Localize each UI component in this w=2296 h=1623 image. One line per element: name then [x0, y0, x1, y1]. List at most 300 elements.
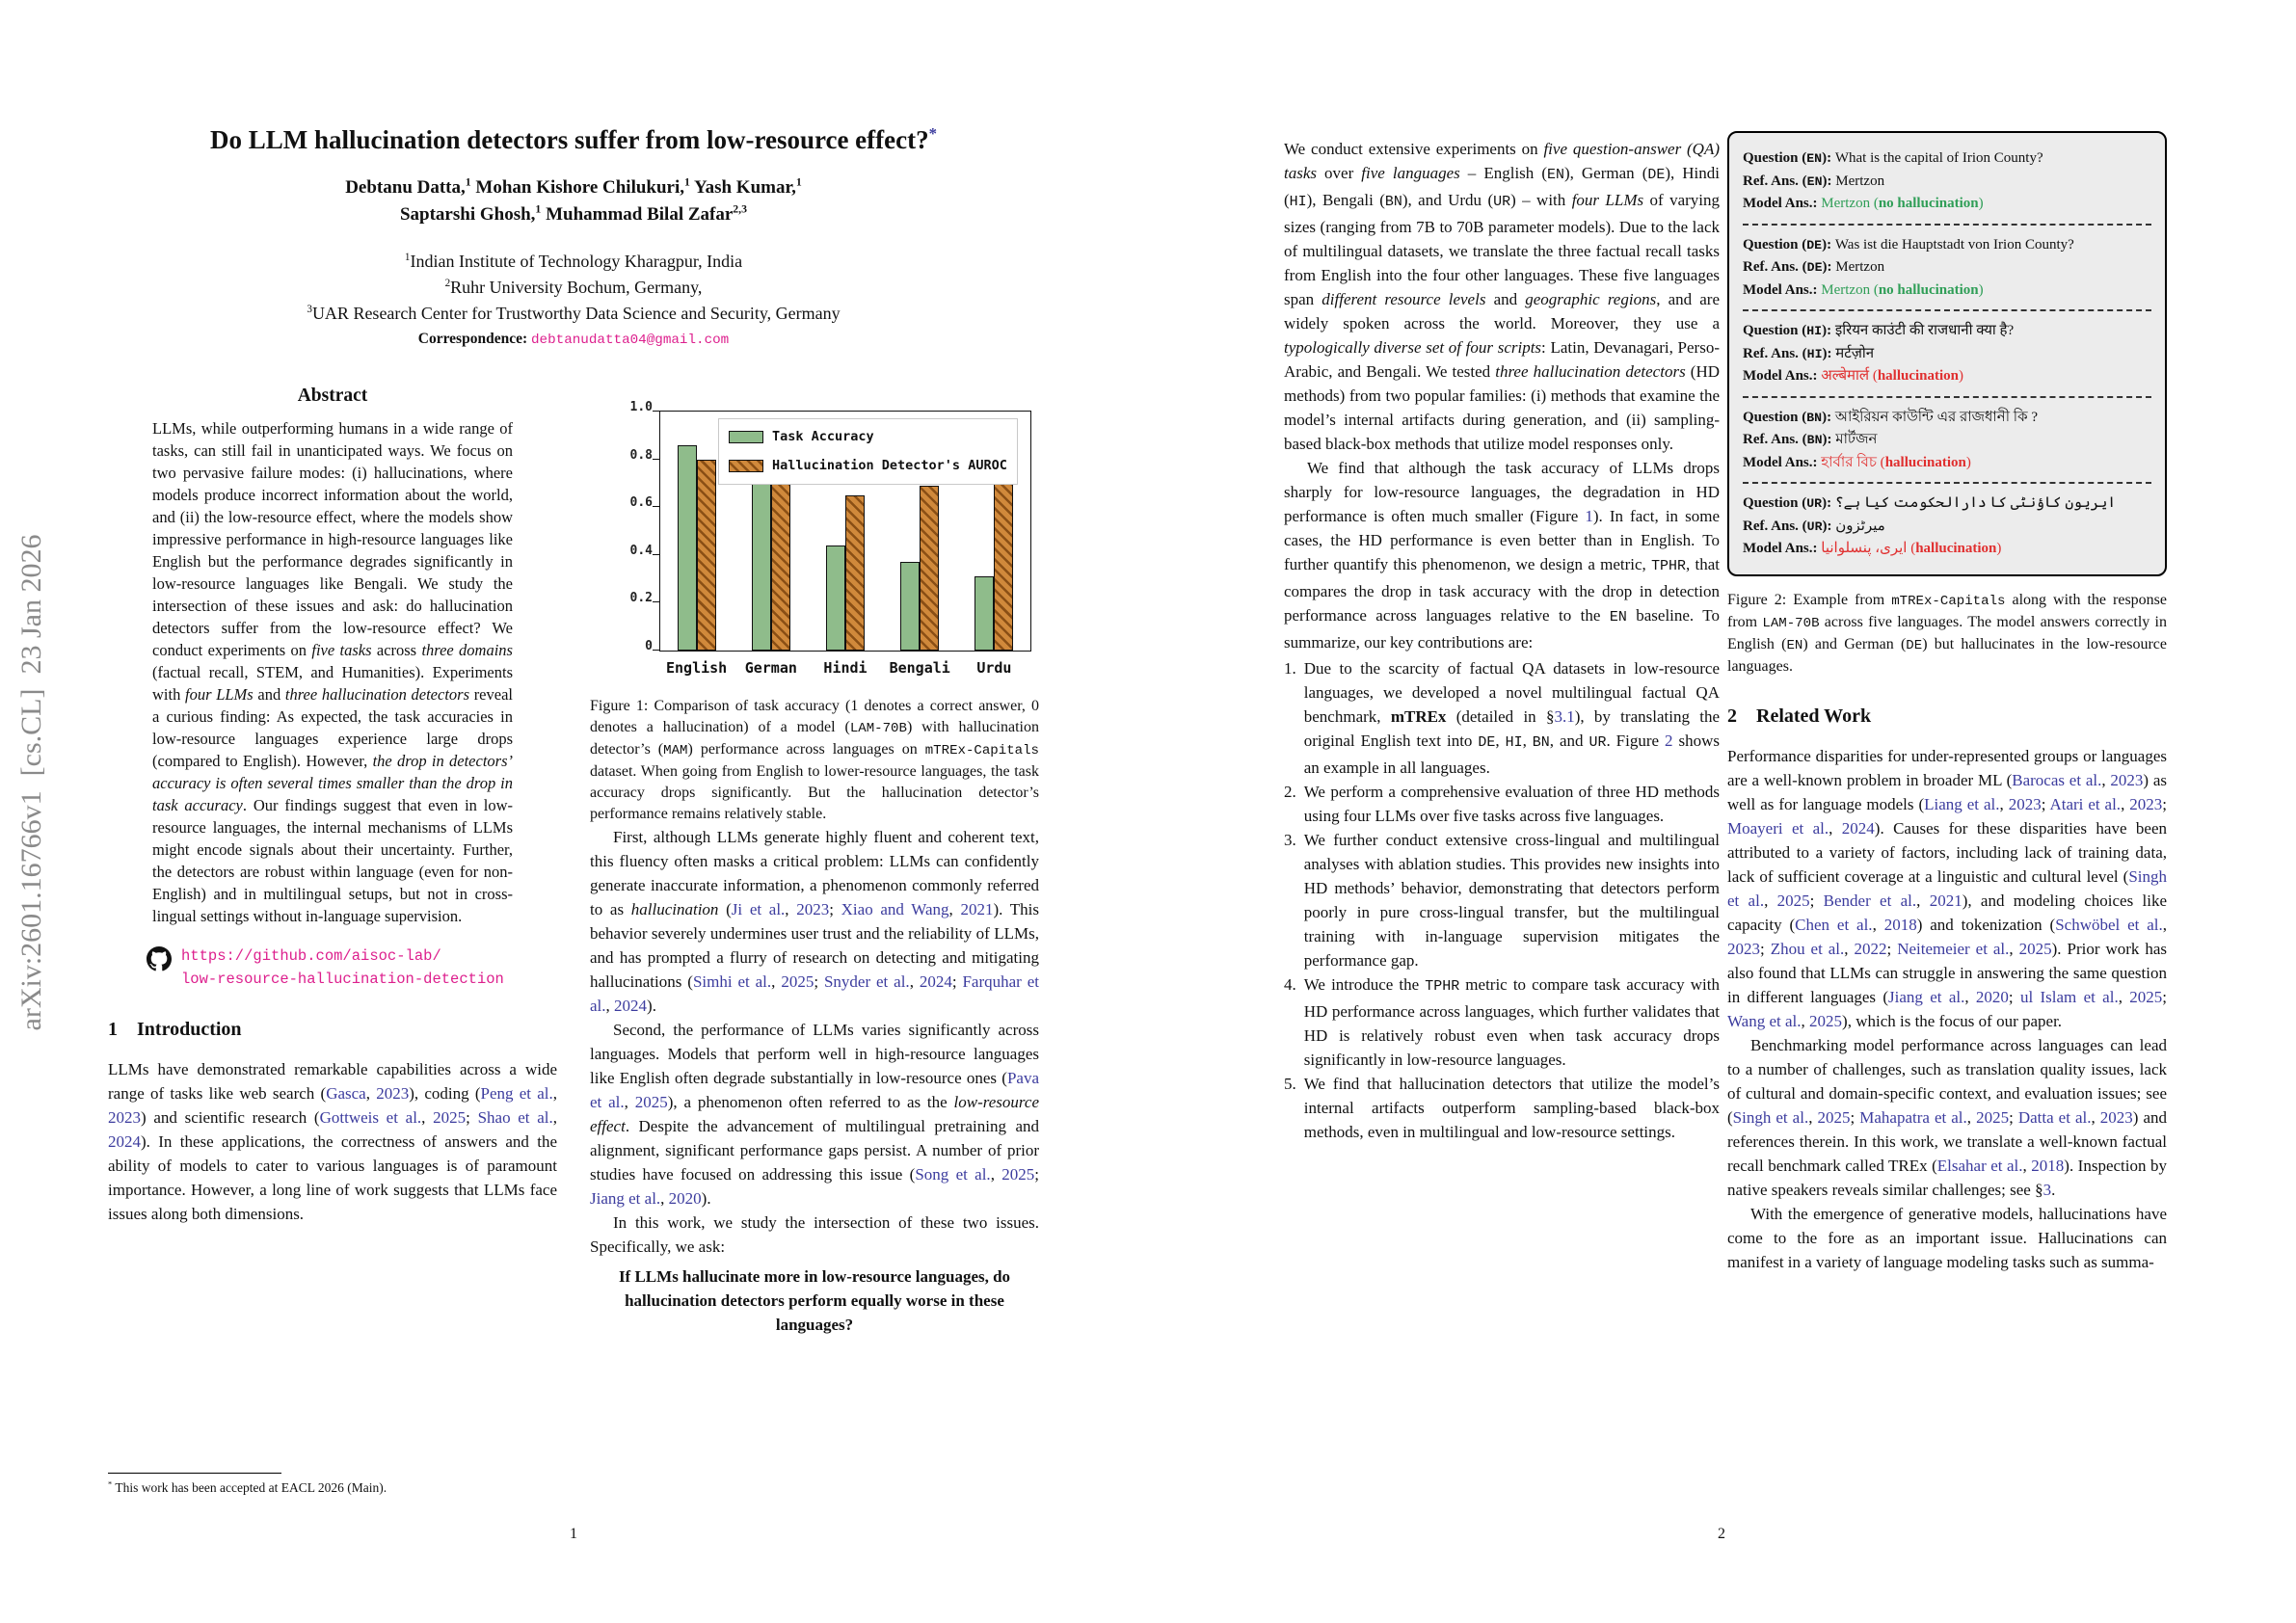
text-segment: , [948, 900, 961, 918]
text-segment: ). [701, 1189, 711, 1208]
citation-link[interactable]: Simhi et al. [692, 972, 772, 991]
text-segment: 3 [307, 304, 312, 315]
text-segment: TPHR [1651, 559, 1686, 574]
text-segment: Model Ans.: [1743, 541, 1822, 556]
citation-link[interactable]: Zhou et al. [1770, 939, 1845, 958]
text-segment: ; [2008, 987, 2020, 1006]
citation-link[interactable]: Bender et al. [1823, 891, 1917, 910]
text-segment: LLMs have demonstrated remarkable capabilities across a wide range of tasks like web search ( [108, 1060, 557, 1103]
citation-link[interactable]: Song et al. [915, 1165, 991, 1184]
figure2-block-hi [1743, 311, 2151, 398]
text-segment: across five languages. The model answers correctly in English ( [1727, 613, 2168, 652]
text-segment: ): [1822, 173, 1836, 189]
text-segment: ) performance across languages on [687, 741, 925, 758]
text-segment: ) and German ( [1802, 635, 1907, 652]
text-segment: Yash Kumar, [689, 177, 796, 198]
text-segment: UR [1589, 735, 1607, 751]
text-segment: HI [1289, 195, 1307, 210]
text-segment: DE [1906, 637, 1923, 653]
correspondence-line [92, 331, 1055, 348]
contribution-item-4 [1284, 972, 1720, 1072]
citation-link[interactable]: 2025 [1776, 891, 1810, 910]
text-segment: ; [814, 972, 824, 991]
text-segment: Was ist die Hauptstadt von Irion County? [1834, 236, 2074, 253]
model-answer-line [1743, 538, 2151, 560]
text-segment: UR [1806, 496, 1823, 511]
citation-link[interactable]: Gasca [326, 1084, 366, 1103]
text-segment: , [2009, 939, 2019, 958]
text-segment: Mertzon ( [1821, 281, 1879, 298]
text-segment: ; [2162, 987, 2168, 1006]
text-segment: ), and Urdu ( [1402, 191, 1494, 209]
text-segment: ) – with [1510, 191, 1572, 209]
citation-link[interactable]: 2023 [2099, 1107, 2133, 1127]
citation-link[interactable]: Jiang et al. [590, 1189, 661, 1208]
text-segment: Question ( [1743, 495, 1807, 511]
citation-link[interactable]: Singh et al. [1732, 1107, 1809, 1127]
text-segment: ). Causes for these disparities have been attributed to a variety of factors, including lack of training data, lack of sufficient coverage at a linguistic and cultural level ( [1727, 818, 2167, 886]
y-tick-label: 1.0 [629, 400, 653, 414]
text-segment: BN [1532, 735, 1550, 751]
text-segment: EN [1806, 173, 1823, 189]
text-segment: typologically diverse set of four scripts [1284, 338, 1542, 357]
contribution-text [1304, 1072, 1720, 1144]
text-segment: , [552, 1108, 557, 1127]
citation-link[interactable]: 3.1 [1554, 707, 1575, 726]
question-line [1743, 407, 2151, 430]
citation-link[interactable]: 2021 [960, 900, 994, 918]
authors-line-2 [92, 204, 1055, 226]
text-segment: ایری، پنسلوانیا ( [1821, 541, 1916, 556]
text-segment: the drop in detectors’ accuracy is often several times smaller than the drop in task accuracy [152, 752, 513, 814]
citation-link[interactable]: 2025 [781, 972, 814, 991]
paragraph-ask [590, 1211, 1039, 1259]
citation-link[interactable]: ul Islam et al. [2019, 987, 2119, 1006]
text-segment: Ref. Ans. ( [1743, 432, 1807, 447]
text-segment: and [1485, 290, 1526, 308]
text-segment: , [1495, 732, 1506, 750]
contribution-number: 4. [1284, 975, 1296, 994]
text-segment: ), by translating the original English text into [1303, 707, 1720, 750]
text-segment: , [1808, 1107, 1818, 1127]
text-segment: different resource levels [1322, 290, 1486, 308]
text-segment: ): [1822, 495, 1835, 511]
text-segment: Mohan Kishore Chilukuri, [470, 177, 685, 198]
y-tick-mark [653, 554, 660, 555]
text-segment: , [771, 972, 782, 991]
citation-link[interactable]: 2025 [1817, 1107, 1851, 1127]
text-segment: মার্টজন [1835, 432, 1878, 447]
text-segment: , [2162, 915, 2167, 934]
contribution-number: 2. [1284, 783, 1296, 801]
section-label: Related Work [1756, 705, 1872, 727]
text-segment: . Despite the advancement of multilingual pretraining and alignment, significant performance gaps persist. A number of prior studies have focused on addressing this issue ( [590, 1117, 1039, 1184]
question-line [1743, 320, 2151, 343]
text-segment: LLMs, while outperforming humans in a wide range of tasks, can still fail in unanticipated ways. We focus on two pervasive failure modes: (i) hallucinations, where models produce incorrect information about the world, and (ii) the low-resource effect, where the models show impressive performance in high-resource languages like English but the performance degrades significantly in low-resource languages like Bengali. We study the intersection of these issues and ask: do hallucination detectors suffer from the low-resource effect? We conduct experiments on [152, 419, 513, 659]
citation-link[interactable]: Shao et al. [477, 1108, 553, 1127]
text-segment: ; [1886, 939, 1898, 958]
text-segment: Ref. Ans. ( [1743, 173, 1807, 189]
citation-link[interactable]: 2023 [2129, 794, 2163, 813]
text-segment: 1 [404, 252, 411, 263]
text-segment: 2,3 [733, 202, 748, 216]
citation-link[interactable]: 2025 [2018, 939, 2052, 958]
intro-paragraph-1 [108, 1057, 557, 1226]
text-segment: DE [1806, 237, 1823, 253]
text-segment: ). This behavior severely undermines user trust and the reliability of LLMs, and has prompted a flurry of research on detecting and mitigating hallucinations ( [590, 900, 1039, 991]
text-segment: Mertzon [1835, 259, 1885, 275]
text-segment: UR [1493, 195, 1511, 210]
text-segment: Indian Institute of Technology Kharagpur, India [410, 252, 743, 271]
citation-link[interactable]: Snyder et al. [823, 972, 910, 991]
citation-link[interactable]: 2025 [1001, 1165, 1035, 1184]
figure1-caption [590, 696, 1039, 825]
model-answer-line [1743, 365, 2151, 387]
text-segment: We conduct extensive experiments on [1284, 140, 1544, 158]
citation-link[interactable]: Barocas et al. [2012, 770, 2102, 789]
y-tick-label: 0.2 [629, 591, 653, 606]
citation-link[interactable]: Xiao and Wang [841, 900, 949, 918]
citation-link[interactable]: 2024 [919, 972, 952, 991]
abstract-body [152, 417, 513, 927]
text-segment: , [785, 900, 797, 918]
x-tick-label: German [744, 659, 797, 677]
citation-link[interactable]: 2 [1665, 732, 1673, 750]
citation-link[interactable]: Pava et al. [590, 1069, 1039, 1111]
text-segment: ) and scientific research ( [141, 1108, 320, 1127]
page2-column-1 [1284, 137, 1720, 1144]
text-segment: Do LLM hallucination detectors suffer from low-resource effect? [210, 125, 929, 154]
text-segment: ), German ( [1563, 164, 1648, 182]
text-segment: Mertzon ( [1821, 196, 1879, 211]
text-segment: ): [1822, 432, 1836, 447]
y-tick-label: 0.6 [629, 495, 653, 511]
citation-link[interactable]: 3 [2042, 1180, 2052, 1199]
citation-link[interactable]: Farquhar et al. [590, 972, 1040, 1015]
legend-swatch [729, 431, 763, 443]
text-segment: ) with hallucination detector’s ( [590, 719, 1039, 758]
citation-link[interactable]: 2020 [668, 1189, 702, 1208]
text-segment: , [2118, 987, 2130, 1006]
text-segment: मर्टज़ोन [1835, 345, 1875, 361]
citation-link[interactable]: 2023 [1727, 939, 1760, 958]
text-segment: three domains [421, 641, 513, 659]
text-segment: ; [1809, 891, 1824, 910]
citation-link[interactable]: Ji et al. [731, 900, 786, 918]
paragraph-first [590, 825, 1039, 1018]
text-segment: ): [1822, 150, 1835, 166]
github-url[interactable] [181, 945, 504, 991]
text-segment: ) and references therein. In this work, we translate a well-known factual recall benchmark called TREx ( [1727, 1107, 2168, 1175]
bar-german-accuracy [752, 473, 771, 651]
text-segment: across [371, 641, 422, 659]
contribution-text [1304, 828, 1720, 972]
footnote-block [108, 1473, 557, 1496]
contribution-number: 3. [1284, 831, 1296, 849]
text-segment: UR [1806, 519, 1823, 534]
text-segment: ; [1850, 1107, 1860, 1127]
y-tick-label: 0.4 [629, 543, 653, 558]
text-segment: metric to compare task accuracy with HD performance across languages, which further validates that HD is relatively robust even when task accuracy drops significantly in low-resource languages. [1303, 975, 1720, 1069]
text-segment: ). Prior work has also found that LLMs can struggle in answering the same question in different languages ( [1727, 939, 2168, 1006]
text-segment: Ref. Ans. ( [1743, 345, 1807, 361]
text-segment: ; [466, 1108, 478, 1127]
citation-link[interactable]: 2024 [1841, 818, 1875, 838]
text-segment: hallucination [1915, 541, 1997, 556]
affiliation-2 [92, 275, 1055, 301]
contribution-number: 1. [1284, 659, 1296, 678]
text-segment: five languages [1361, 164, 1460, 182]
text-segment: . Figure [1606, 732, 1666, 750]
text-segment: DE [1478, 735, 1496, 751]
figure2-block-bn [1743, 398, 2151, 485]
contribution-text [1304, 656, 1720, 780]
text-segment: , [2101, 770, 2111, 789]
legend-label: Hallucination Detector's AUROC [772, 458, 1007, 473]
citation-link[interactable]: Schwöbel et al. [2055, 915, 2163, 934]
text-segment: Performance disparities for under-represented groups or languages are a well-known problem in broader ML ( [1727, 746, 2167, 789]
citation-link[interactable]: 2024 [614, 997, 648, 1015]
bar-bengali-auroc [920, 486, 939, 651]
reference-answer-line [1743, 171, 2151, 194]
page2-paragraph-2 [1284, 456, 1720, 654]
citation-link[interactable]: 2025 [1976, 1107, 2010, 1127]
citation-link[interactable]: Elsahar et al. [1936, 1156, 2023, 1175]
citation-link[interactable]: 2022 [1854, 939, 1887, 958]
contribution-item-3 [1284, 828, 1720, 972]
github-url-line2[interactable]: low-resource-hallucination-detection [181, 971, 504, 988]
text-segment: First, although LLMs generate highly fluent and coherent text, this fluency often masks a critical problem: LLMs can confidently generate inaccurate information, a phenomenon commonly referred to as [590, 828, 1039, 918]
citation-link[interactable]: 2025 [433, 1108, 467, 1127]
paper-title [92, 125, 1055, 155]
section-1-heading [108, 1018, 557, 1042]
text-segment: Second, the performance of LLMs varies significantly across languages. Models that perform well in high-resource languages like English often degrade substantially in low-resource ones ( [590, 1021, 1039, 1087]
text-segment: , [2121, 794, 2130, 813]
citation-link[interactable]: * [928, 124, 937, 143]
text-segment: , [990, 1165, 1002, 1184]
related-work-paragraph-1 [1727, 744, 2167, 1033]
text-segment: What is the capital of Irion County? [1834, 150, 2043, 166]
fig1-xlabels [659, 656, 1031, 680]
text-segment: TPHR [1425, 979, 1460, 995]
text-segment: geographic regions [1525, 290, 1657, 308]
x-tick-label: English [665, 659, 728, 677]
text-segment: hallucination [1884, 454, 1966, 470]
text-segment: ) [1978, 281, 1984, 298]
text-segment: Ref. Ans. ( [1743, 259, 1807, 275]
text-segment: 1 [535, 202, 542, 216]
text-segment: baseline. To summarize, our key contributions are: [1284, 606, 1720, 652]
section-number: 1 [108, 1019, 118, 1040]
citation-link[interactable]: 2023 [2008, 794, 2042, 813]
text-segment: , [624, 1093, 635, 1111]
github-repo-link[interactable] [147, 945, 557, 991]
page1-column-2 [590, 400, 1040, 1337]
text-segment: , [552, 1084, 558, 1103]
citation-link[interactable]: Neitemeier et al. [1897, 939, 2010, 958]
text-segment: BN [1384, 195, 1402, 210]
text-segment: Question ( [1743, 236, 1807, 253]
text-segment: , [1916, 891, 1930, 910]
text-segment: (detailed in § [1446, 707, 1555, 726]
citation-link[interactable]: Mahapatra et al. [1859, 1107, 1967, 1127]
citation-link[interactable]: 2024 [108, 1132, 141, 1151]
question-line [1743, 234, 2151, 257]
citation-link[interactable]: 2018 [2031, 1156, 2065, 1175]
text-segment: five tasks [311, 641, 372, 659]
text-segment: अल्बेमार्ल ( [1821, 368, 1878, 384]
citation-link[interactable]: 2023 [796, 900, 830, 918]
text-segment: Benchmarking model performance across languages can lead to a number of challenges, such as translation quality issues, lack of cultural and domain-specific context, and evaluation issues; see ( [1727, 1035, 2167, 1127]
footnote-text [108, 1479, 557, 1496]
text-segment: ). [647, 997, 656, 1015]
citation-link[interactable]: Datta et al. [2017, 1107, 2092, 1127]
authors-line-1 [92, 177, 1055, 199]
text-segment: , [1872, 915, 1884, 934]
text-segment: 1 [465, 175, 471, 189]
text-segment: ) [1959, 368, 1964, 384]
text-segment: , [2091, 1107, 2100, 1127]
reference-answer-line [1743, 516, 2151, 539]
text-segment: * [108, 1479, 113, 1489]
citation-link[interactable]: 2018 [1883, 915, 1917, 934]
figure2-block-de [1743, 226, 2151, 312]
figure1-bar-chart [615, 400, 1039, 682]
text-segment: , [1522, 732, 1533, 750]
y-tick-mark [653, 411, 660, 412]
text-segment: Ruhr University Bochum, Germany, [450, 278, 703, 297]
text-segment: 1 [684, 175, 690, 189]
text-segment: , [1964, 987, 1976, 1006]
text-segment: ; [951, 972, 963, 991]
text-segment: ; [2041, 794, 2050, 813]
text-segment: four LLMs [1571, 191, 1644, 209]
text-segment: EN [1786, 637, 1803, 653]
legend-swatch [729, 460, 763, 472]
x-tick-label: Urdu [976, 659, 1012, 677]
affiliations [92, 249, 1055, 327]
text-segment: ): [1822, 323, 1835, 338]
citation-link[interactable]: Jiang et al. [1888, 987, 1965, 1006]
related-work-paragraph-2 [1727, 1033, 2167, 1202]
figure2-example-box [1727, 131, 2167, 576]
text-segment: میرٹزون [1835, 518, 1885, 534]
text-segment: ). In fact, in some cases, the HD performance is even better than in English. To further quantify this phenomenon, we design a metric, [1284, 507, 1720, 573]
citation-link[interactable]: 2025 [1809, 1011, 1843, 1030]
citation-link[interactable]: 2023 [376, 1084, 410, 1103]
bar-urdu-accuracy [974, 576, 994, 651]
citation-link[interactable]: 2023 [2110, 770, 2144, 789]
citation-link[interactable]: 2025 [634, 1093, 668, 1111]
bar-hindi-accuracy [826, 545, 845, 651]
text-segment: Model Ans.: [1743, 368, 1822, 384]
citation-link[interactable]: Chen et al. [1795, 915, 1873, 934]
citation-link[interactable]: Gottweis et al. [319, 1108, 422, 1127]
text-segment: ) as well as for language models ( [1727, 770, 2167, 813]
reference-answer-line [1743, 429, 2151, 452]
bar-bengali-accuracy [900, 562, 920, 651]
text-segment: Mertzon [1835, 173, 1885, 189]
text-segment: , [365, 1084, 377, 1103]
text-segment: This work has been accepted at EACL 2026 (Main). [112, 1480, 387, 1495]
text-segment: HI [1806, 346, 1823, 361]
text-segment: – English ( [1459, 164, 1547, 182]
text-segment: ): [1822, 259, 1836, 275]
github-url-line1[interactable]: https://github.com/aisoc-lab/ [181, 947, 441, 965]
model-answer-line [1743, 452, 2151, 474]
bar-english-auroc [697, 460, 716, 651]
text-segment: , [1999, 794, 2009, 813]
citation-link[interactable]: 2023 [108, 1108, 141, 1127]
citation-link[interactable]: Singh et al. [1727, 866, 2167, 910]
contribution-item-2 [1284, 780, 1720, 828]
text-segment: of varying sizes (ranging from 7B to 70B parameter models). Due to the lack of multilingual datasets, we translate the three factual recall tasks from English into the four other languages. These five languages span [1284, 191, 1721, 308]
text-segment: LAM-70B [1762, 615, 1820, 631]
text-segment: mTREx-Capitals [1891, 593, 2006, 609]
text-segment: Saptarshi Ghosh, [399, 204, 536, 225]
text-segment: , [605, 997, 615, 1015]
contribution-item-5 [1284, 1072, 1720, 1144]
citation-link[interactable]: 2020 [1975, 987, 2009, 1006]
reference-answer-line [1743, 343, 2151, 366]
text-segment: Model Ans.: [1743, 454, 1822, 470]
text-segment: ( [718, 900, 732, 918]
text-segment: MAM [663, 743, 688, 758]
text-segment: Muhammad Bilal Zafar [541, 204, 734, 225]
page2-number: 2 [1718, 1526, 1725, 1542]
citation-link[interactable]: Atari et al. [2049, 794, 2122, 813]
text-segment: BN [1806, 433, 1823, 447]
text-segment: Question ( [1743, 409, 1807, 425]
text-segment: ). Inspection by native speakers reveals similar challenges; see § [1727, 1156, 2167, 1199]
text-segment: আইরিয়ন কাউন্টি এর রাজধানী কি ? [1834, 409, 2038, 425]
x-tick-label: Hindi [823, 659, 868, 677]
model-answer-line [1743, 279, 2151, 302]
citation-link[interactable]: Peng et al. [480, 1084, 553, 1103]
url-link[interactable]: debtanudatta04@gmail.com [531, 333, 730, 348]
citation-link[interactable]: Wang et al. [1727, 1011, 1802, 1030]
citation-link[interactable]: 1 [1585, 507, 1593, 525]
text-segment: With the emergence of generative models, hallucinations have come to the fore as an important issue. Hallucinations can manifest in a variety of language modeling tasks such as summa- [1727, 1204, 2167, 1271]
page1-number: 1 [570, 1526, 577, 1542]
text-segment: . Our findings suggest that even in low-resource languages, the internal mechanisms of LLMs might encode signals about their uncertainty. Further, the detectors are robust within language (even for non-English) and in multilingual setups, but not in cross-lingual settings without in-language supervision. [152, 796, 513, 925]
text-segment: ), which is the focus of our paper. [1842, 1011, 2063, 1030]
text-segment: DE [1806, 260, 1823, 275]
text-segment: , [1966, 1107, 1977, 1127]
y-tick-label: 0 [645, 639, 653, 653]
text-segment: Figure 2: Example from [1727, 591, 1892, 608]
contribution-text [1304, 972, 1720, 1072]
text-segment: UAR Research Center for Trustworthy Data Science and Security, Germany [311, 304, 841, 323]
text-segment: three hallucination detectors [1495, 362, 1686, 381]
footnote-rule [108, 1473, 281, 1474]
text-segment: ), and modeling choices like capacity ( [1727, 891, 2168, 934]
fig1-plot-area [629, 400, 1031, 653]
text-segment: ; [1034, 1165, 1039, 1184]
citation-link[interactable]: 2025 [2129, 987, 2163, 1006]
related-work-paragraph-3 [1727, 1202, 2167, 1274]
text-segment: ; [2009, 1107, 2018, 1127]
text-segment: low-resource effect [590, 1093, 1039, 1135]
text-segment: Question ( [1743, 323, 1807, 338]
text-segment: HI [1505, 735, 1523, 751]
bar-hindi-auroc [845, 495, 865, 651]
citation-link[interactable]: Liang et al. [1924, 794, 2000, 813]
text-segment: We find that although the task accuracy of LLMs drops sharply for low-resource languages, the degradation in HD performance is often much smaller (Figure [1284, 459, 1720, 525]
bar-urdu-auroc [994, 481, 1013, 651]
citation-link[interactable]: Moayeri et al. [1727, 818, 1829, 838]
citation-link[interactable]: 2021 [1929, 891, 1962, 910]
